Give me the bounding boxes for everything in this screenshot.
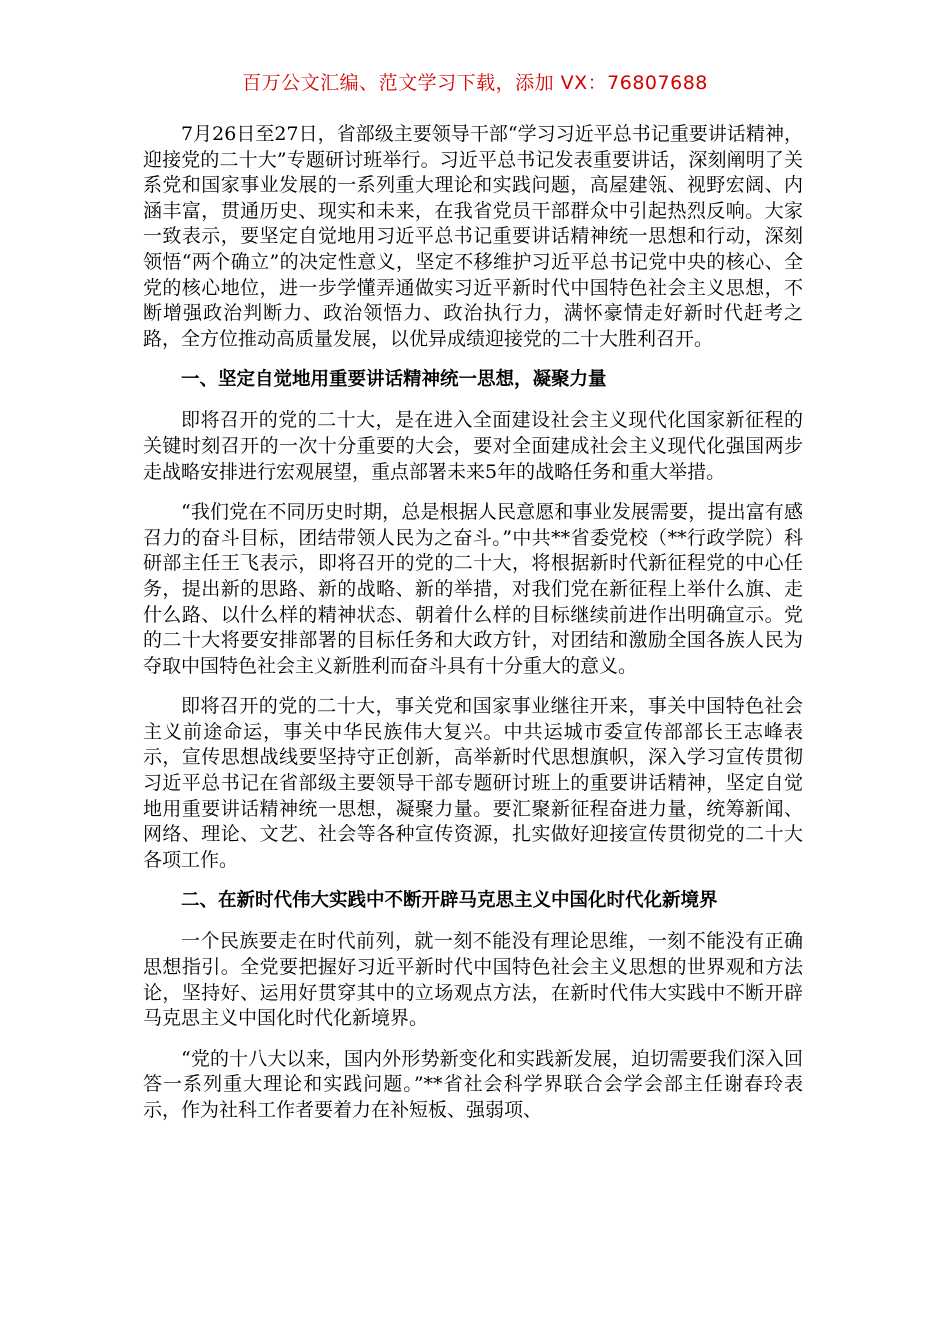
section-heading-2: 二、在新时代伟大实践中不断开辟马克思主义中国化时代化新境界 xyxy=(181,890,718,912)
paragraph: 即将召开的党的二十大，事关党和国家事业继往开来，事关中国特色社会主义前途命运，事关中华民族伟大复兴。中共运城市委宣传部部长王志峰表示，宣传思想战线要坚持守正创新，高举新时代思想旗帜，深入学习宣传贯彻习近平总书记在省部级主要领导干部专题研讨班上的重要讲话精神，坚定自觉地用重要讲话精神统一思想，凝聚力量。要汇聚新征程奋进力量，统筹新闻、网络、理论、文艺、社会等各种宣传资源，扎实做好迎接宣传贯彻党的二十大各项工作。 xyxy=(143,695,803,871)
document-body xyxy=(143,122,803,1139)
paragraph-intro: 7月26日至27日，省部级主要领导干部“学习习近平总书记重要讲话精神，迎接党的二十大”专题研讨班举行。习近平总书记发表重要讲话，深刻阐明了关系党和国家事业发展的一系列重大理论和实践问题，高屋建瓴、视野宏阔、内涵丰富，贯通历史、现实和未来，在我省党员干部群众中引起热烈反响。大家一致表示，要坚定自觉地用习近平总书记重要讲话精神统一思想和行动，深刻领悟“两个确立”的决定性意义，坚定不移维护习近平总书记党中央的核心、全党的核心地位，进一步学懂弄通做实习近平新时代中国特色社会主义思想，不断增强政治判断力、政治领悟力、政治执行力，满怀豪情走好新时代赶考之路，全方位推动高质量发展，以优异成绩迎接党的二十大胜利召开。 xyxy=(143,123,803,350)
paragraph: “党的十八大以来，国内外形势新变化和实践新发展，迫切需要我们深入回答一系列重大理论和实践问题。”**省社会科学界联合会学会部主任谢春玲表示，作为社科工作者要着力在补短板、强弱项、 xyxy=(143,1047,803,1121)
paragraph: 即将召开的党的二十大，是在进入全面建设社会主义现代化国家新征程的关键时刻召开的一次十分重要的大会，要对全面建成社会主义现代化强国两步走战略安排进行宏观展望，重点部署未来5年的战略任务和重大举措。 xyxy=(143,409,803,483)
paragraph: 一个民族要走在时代前列，就一刻不能没有理论思维，一刻不能没有正确思想指引。全党要把握好习近平新时代中国特色社会主义思想的世界观和方法论，坚持好、运用好贯穿其中的立场观点方法，在新时代伟大实践中不断开辟马克思主义中国化时代化新境界。 xyxy=(143,930,803,1030)
section-heading-1: 一、坚定自觉地用重要讲话精神统一思想，凝聚力量 xyxy=(181,369,607,391)
watermark-header: 百万公文汇编、范文学习下载，添加 VX：76807688 xyxy=(242,72,708,94)
paragraph: “我们党在不同历史时期，总是根据人民意愿和事业发展需要，提出富有感召力的奋斗目标，团结带领人民为之奋斗。”中共**省委党校（**行政学院）科研部主任王飞表示，即将召开的党的二十大，将根据新时代新征程党的中心任务，提出新的思路、新的战略、新的举措，对我们党在新征程上举什么旗、走什么路、以什么样的精神状态、朝着什么样的目标继续前进作出明确宣示。党的二十大将要安排部署的目标任务和大政方针，对团结和激励全国各族人民为夺取中国特色社会主义新胜利而奋斗具有十分重大的意义。 xyxy=(143,501,803,677)
